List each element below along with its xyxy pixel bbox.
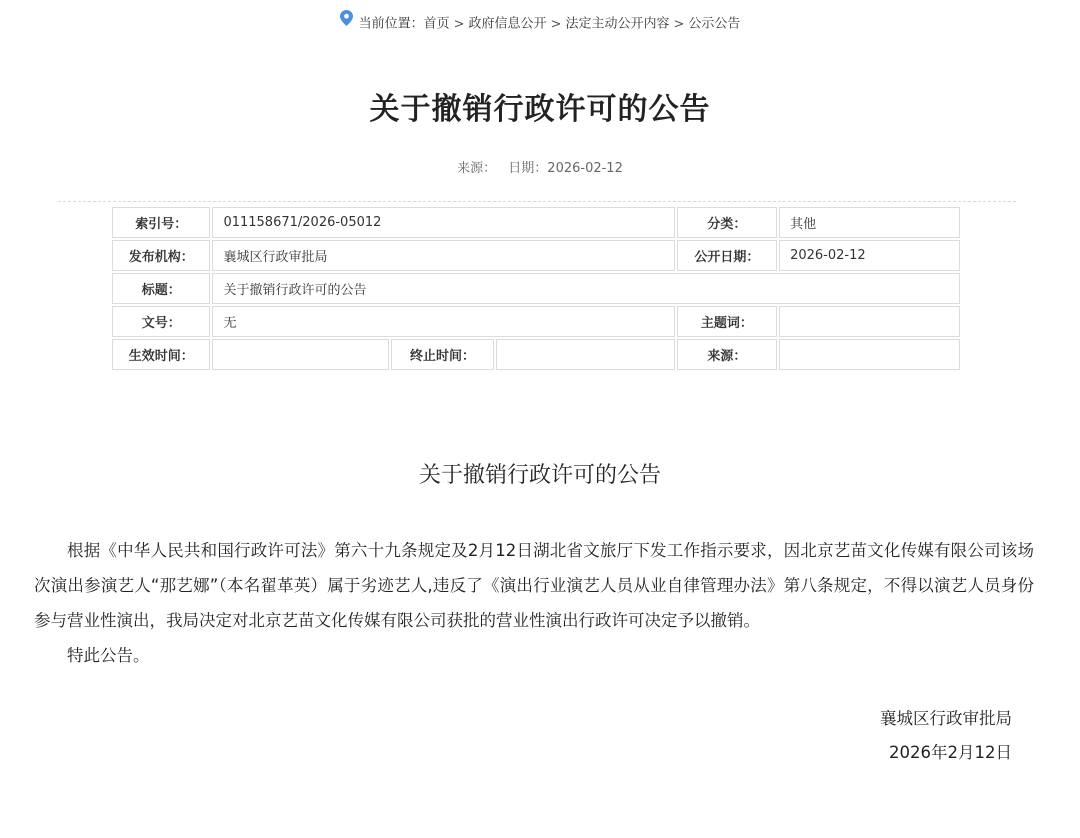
date-value: 2026-02-12: [547, 161, 623, 176]
index-value: 011158671/2026-05012: [212, 207, 674, 238]
info-table: [110, 205, 962, 372]
keywords-value: [779, 306, 960, 337]
source-label-cell: 来源：: [677, 339, 777, 370]
breadcrumb-separator: >: [673, 16, 685, 32]
content-paragraph: 根据《中华人民共和国行政许可法》第六十九条规定及2月12日湖北省文旅厅下发工作指示要求，因北京艺苗文化传媒有限公司该场次演出参演艺人“那艺娜”（本名翟革英）属于劣迹艺人,违反了《演出行业演艺人员从业自律管理办法》第八条规定，不得以演艺人员身份参与营业性演出，我局决定对北京艺苗文化传媒有限公司获批的营业性演出行政许可决定予以撤销。: [34, 541, 1034, 630]
info-row: [112, 339, 960, 370]
signature-date: 2026年2月12日: [889, 743, 1012, 762]
info-row: [112, 306, 960, 337]
breadcrumb-separator: >: [550, 16, 562, 32]
breadcrumb-gov-info-link[interactable]: 政府信息公开: [468, 16, 547, 32]
breadcrumb-announcements-link[interactable]: 公示公告: [688, 16, 741, 32]
publisher-value: 襄城区行政审批局: [212, 240, 674, 271]
info-row: [112, 273, 960, 304]
docno-value: 无: [212, 306, 674, 337]
article-meta: [0, 158, 1080, 180]
content-closing: 特此公告。: [67, 646, 150, 665]
signature-block: [880, 702, 1012, 770]
effective-value: [212, 339, 389, 370]
category-label: 分类：: [677, 207, 777, 238]
breadcrumb-separator: >: [453, 16, 465, 32]
expiry-value: [496, 339, 675, 370]
effective-label: 生效时间：: [112, 339, 210, 370]
info-row: [112, 207, 960, 238]
date-label-text: 日期：: [508, 161, 548, 176]
breadcrumb: [0, 12, 1080, 36]
title-value: 关于撤销行政许可的公告: [212, 273, 960, 304]
keywords-label: 主题词：: [677, 306, 777, 337]
docno-label: 文号：: [112, 306, 210, 337]
category-value: 其他: [779, 207, 960, 238]
location-pin-icon: [340, 10, 353, 34]
source-label: 来源：: [457, 161, 497, 176]
title-label: 标题：: [112, 273, 210, 304]
pubdate-value: 2026-02-12: [779, 240, 960, 271]
content-title: 关于撤销行政许可的公告: [418, 463, 661, 488]
breadcrumb-statutory-link[interactable]: 法定主动公开内容: [565, 16, 670, 32]
breadcrumb-prefix: 当前位置：: [358, 16, 424, 32]
pubdate-label: 公开日期：: [677, 240, 777, 271]
expiry-label: 终止时间：: [391, 339, 493, 370]
publisher-label: 发布机构：: [112, 240, 210, 271]
signature-org: 襄城区行政审批局: [880, 709, 1012, 728]
page-title: 关于撤销行政许可的公告: [369, 92, 711, 127]
info-row: [112, 240, 960, 271]
divider: [58, 201, 1016, 202]
breadcrumb-home-link[interactable]: 首页: [423, 16, 450, 32]
index-label: 索引号：: [112, 207, 210, 238]
date-label: [508, 161, 623, 176]
source-value: [779, 339, 960, 370]
